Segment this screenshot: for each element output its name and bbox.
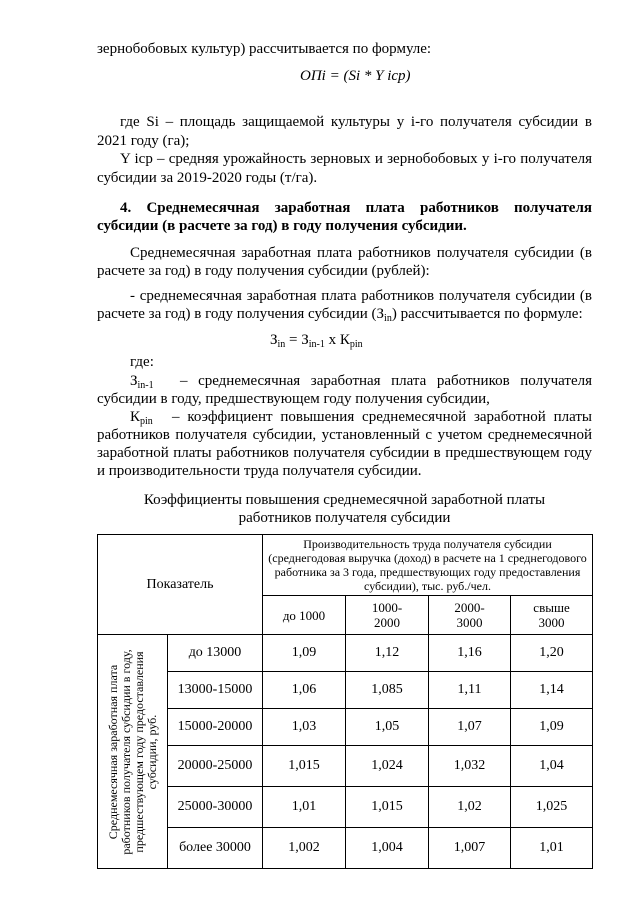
header-indicator: Показатель [98,535,263,635]
header-productivity: Производительность труда получателя субсидии (среднегодовая выручка (доход) в расчете на 1 среднегодового работника за 3 года, предшествующих году предоставления субсидии), тыс. руб./чел. [263,535,593,596]
table-row [98,828,593,869]
table-cell: 1,015 [263,746,346,787]
row-label: 13000-15000 [168,672,263,709]
table-row [98,787,593,828]
section-4-heading-line-1: 4. Среднемесячная заработная плата работников получателя [120,200,592,216]
table-cell: 1,20 [511,635,593,672]
table-cell: 1,06 [263,672,346,709]
table-cell: 1,09 [263,635,346,672]
table-cell: 1,12 [346,635,429,672]
table-cell: 1,015 [346,787,429,828]
where-2-label: где: [130,354,154,370]
table-cell: 1,002 [263,828,346,869]
table-row [98,709,593,746]
table-cell: 1,02 [429,787,511,828]
row-label: 25000-30000 [168,787,263,828]
paragraph-1-line-2: расчете за год) в году получения субсидии (рублей): [97,263,430,279]
table-cell: 1,14 [511,672,593,709]
table-cell: 1,16 [429,635,511,672]
formula-op: ОПi = (Si * Y icp) [300,68,411,84]
where-kpin-line-3: заработной платы работников получателя субсидии в предшествующем году [97,445,592,461]
table-cell: 1,07 [429,709,511,746]
where-y-line-2: субсидии за 2019-2020 годы (т/га). [97,170,318,186]
coefficients-table [97,534,593,869]
column-header-2: 1000- 2000 [346,596,429,635]
formula-zin: $З_{in} = З_{in-1}$ х $К_{pin}$ [270,332,363,350]
where-zin1-line-1: $З_{in-1}$ – среднемесячная заработная плата работников получателя [130,373,592,391]
table-row [98,746,593,787]
row-label: 15000-20000 [168,709,263,746]
table-cell: 1,11 [429,672,511,709]
table-cell: 1,085 [346,672,429,709]
paragraph-1-line-1: Среднемесячная заработная плата работников получателя субсидии (в [130,245,592,261]
table-row [98,635,593,672]
section-4-heading-line-2: субсидии (в расчете за год) в году получения субсидии. [97,218,467,234]
row-group-label: Среднемесячная заработная плата работников получателя субсидии в году, предшествующем году предоставления субсидии, руб. [98,635,168,869]
table-cell: 1,004 [346,828,429,869]
where-y-line-1: Y icp – средняя урожайность зерновых и зернобобовых у i-го получателя [120,151,592,167]
row-label: до 13000 [168,635,263,672]
table-cell: 1,03 [263,709,346,746]
row-label: более 30000 [168,828,263,869]
column-header-1: до 1000 [263,596,346,635]
where-zin1-line-2: субсидии в году, предшествующем году получения субсидии, [97,391,490,407]
column-header-4: свыше 3000 [511,596,593,635]
row-label: 20000-25000 [168,746,263,787]
paragraph-2-line-2: расчете за год) в году получения субсидии $(З_{in})$ рассчитывается по формуле: [97,306,583,324]
table-cell: 1,025 [511,787,593,828]
table-caption-line-1: Коэффициенты повышения среднемесячной заработной платы [143,492,546,508]
table-cell: 1,032 [429,746,511,787]
table-cell: 1,09 [511,709,593,746]
table-cell: 1,04 [511,746,593,787]
intro-line: зернобобовых культур) рассчитывается по формуле: [97,41,432,57]
paragraph-2-line-1: - среднемесячная заработная плата работников получателя субсидии (в [130,288,592,304]
where-si-line-2: 2021 году (га); [97,133,190,149]
table-cell: 1,05 [346,709,429,746]
table-cell: 1,01 [263,787,346,828]
table-row [98,672,593,709]
column-header-3: 2000- 3000 [429,596,511,635]
table-cell: 1,007 [429,828,511,869]
where-kpin-line-2: работников получателя субсидии, установленный с учетом среднемесячной [97,427,592,443]
where-kpin-line-4: и производительности труда получателя субсидии. [97,463,422,479]
table-cell: 1,01 [511,828,593,869]
table-caption-line-2: работников получателя субсидии [238,510,451,526]
where-si-line-1: где Si – площадь защищаемой культуры у i-го получателя субсидии в [120,114,592,130]
where-kpin-line-1: $К_{pin}$ – коэффициент повышения среднемесячной заработной платы [130,409,592,427]
table-cell: 1,024 [346,746,429,787]
